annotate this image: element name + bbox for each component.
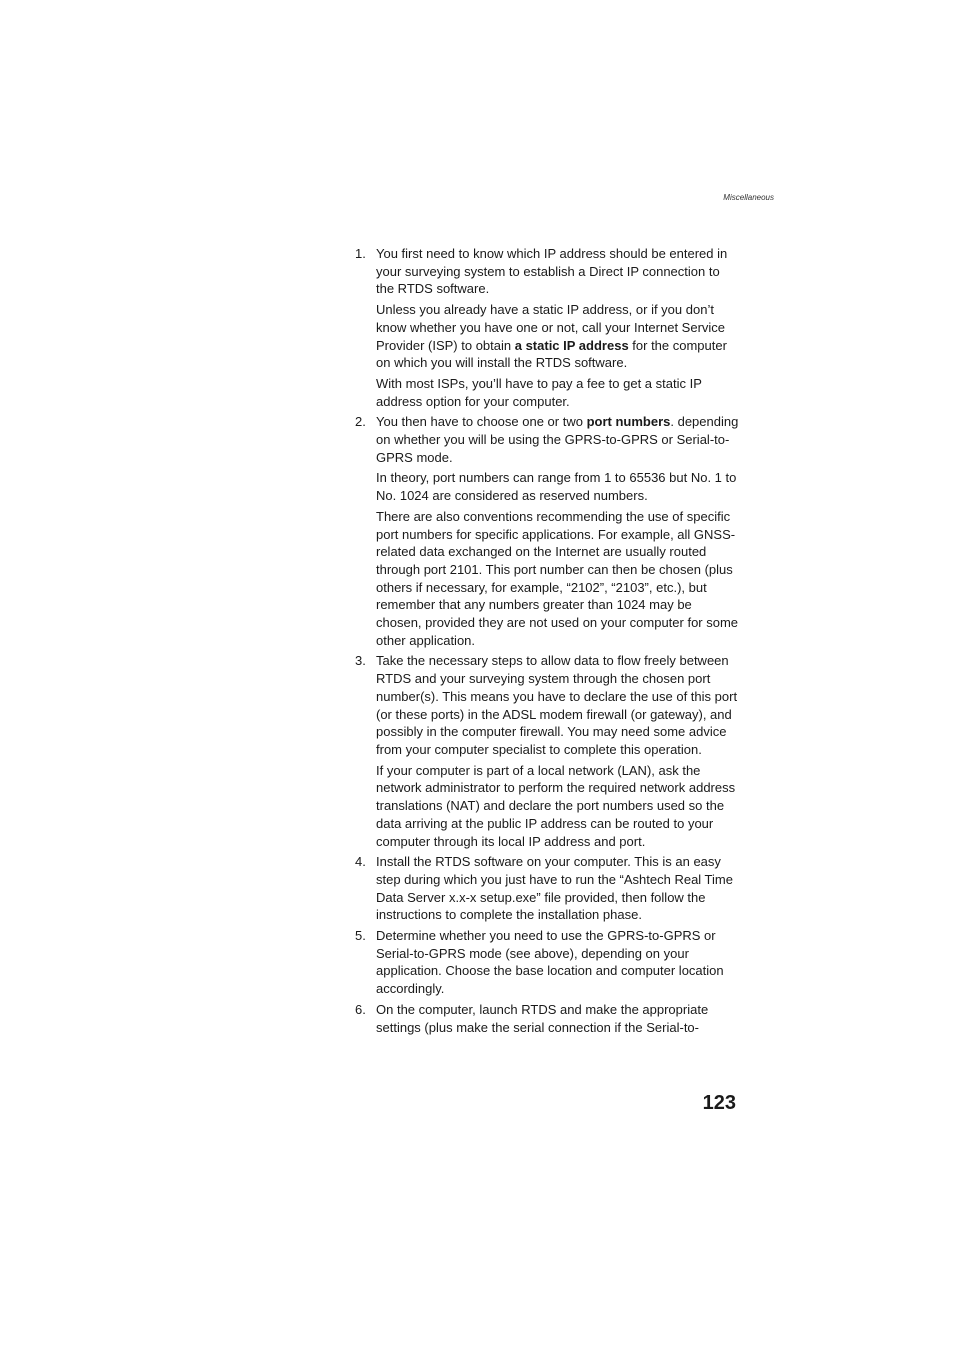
step-number: 4. <box>355 854 366 870</box>
step-2 <box>355 413 739 649</box>
step-body <box>376 652 739 850</box>
paragraph: In theory, port numbers can range from 1 to 65536 but No. 1 to No. 1024 are considered as reserved numbers. <box>376 470 737 504</box>
step-number: 3. <box>355 653 366 669</box>
text-run: You then have to choose one or two <box>376 414 587 430</box>
text-run: Unless you already have a static IP address, or if you don’t know whether you have one or not, call your Internet Service Provider (ISP) to obtain <box>376 302 726 353</box>
step-body <box>376 245 739 410</box>
page-number: 123 <box>702 1092 736 1114</box>
step-3 <box>355 652 739 850</box>
step-6 <box>355 1001 739 1036</box>
step-1 <box>355 245 739 410</box>
paragraph: Determine whether you need to use the GPRS-to-GPRS or Serial-to-GPRS mode (see above), depending on your application. Choose the base location and computer location accordingly. <box>376 928 724 997</box>
paragraph: There are also conventions recommending the use of specific port numbers for specific applications. For example, all GNSS-related data exchanged on the Internet are usually routed through port 2101. This port number can then be chosen (plus others if necessary, for example, “2102”, “2103”, etc.), but remember that any numbers greater than 1024 may be chosen, provided they are not used on your computer for some other application. <box>376 508 739 648</box>
numbered-instructions <box>355 245 739 1039</box>
paragraph: If your computer is part of a local network (LAN), ask the network administrator to perform the required network address translations (NAT) and declare the port numbers used so the data arriving at the public IP address can be routed to your computer through its local IP address and port. <box>376 762 736 849</box>
step-5 <box>355 927 739 998</box>
step-body <box>376 927 739 998</box>
step-body <box>376 1001 739 1036</box>
text-run: . depending on whether you will be using the GPRS-to-GPRS or Serial-to-GPRS mode. <box>376 414 739 465</box>
step-number: 6. <box>355 1001 366 1017</box>
emphasis-port-numbers: port numbers <box>586 414 671 430</box>
step-body <box>376 413 739 649</box>
paragraph: On the computer, launch RTDS and make the appropriate settings (plus make the serial connection if the Serial-to- <box>376 1001 709 1035</box>
emphasis-static-ip: a static IP address <box>514 337 629 353</box>
step-body <box>376 853 739 924</box>
paragraph <box>376 301 739 372</box>
text-run: for the computer on which you will install the RTDS software. <box>376 337 727 371</box>
paragraph: Take the necessary steps to allow data to flow freely between RTDS and your surveying system through the chosen port number(s). This means you have to declare the use of this port (or these ports) in the ADSL modem firewall (or gateway), and possibly in the computer firewall. You may need some advice from your computer specialist to complete this operation. <box>376 653 738 757</box>
step-number: 2. <box>355 414 366 430</box>
step-number: 5. <box>355 928 366 944</box>
step-4 <box>355 853 739 924</box>
paragraph: With most ISPs, you’ll have to pay a fee to get a static IP address option for your computer. <box>376 375 702 409</box>
running-header: Miscellaneous <box>723 193 774 202</box>
paragraph: Install the RTDS software on your computer. This is an easy step during which you just have to run the “Ashtech Real Time Data Server x.x-x setup.exe” file provided, then follow the instructions to complete the installation phase. <box>376 854 733 923</box>
paragraph: You first need to know which IP address should be entered in your surveying system to establish a Direct IP connection to the RTDS software. <box>376 246 728 297</box>
step-number: 1. <box>355 246 366 261</box>
paragraph <box>376 413 739 466</box>
